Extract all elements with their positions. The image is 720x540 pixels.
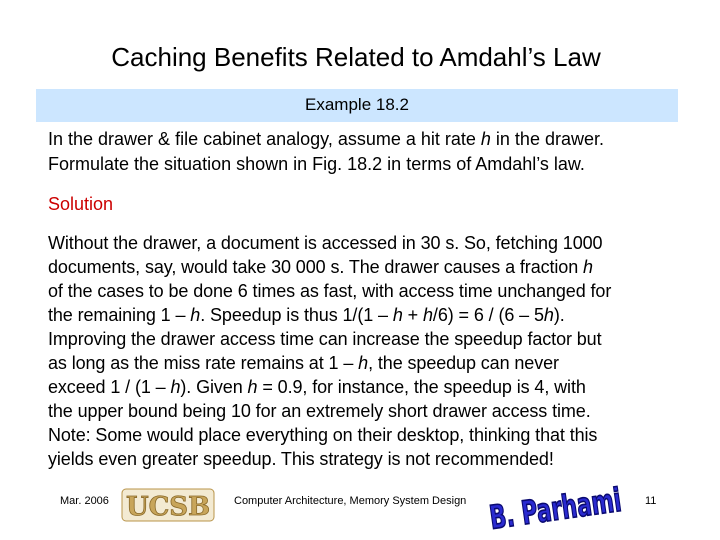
page-number: 11 bbox=[645, 495, 657, 507]
solution-line: Without the drawer, a document is accessed in 30 s. So, fetching 1000 bbox=[48, 233, 603, 253]
solution-line: Improving the drawer access time can increase the speedup factor but bbox=[48, 329, 602, 349]
example-label: Example 18.2 bbox=[305, 95, 409, 114]
solution-line: Note: Some would place everything on their desktop, thinking that this bbox=[48, 425, 598, 445]
ucsb-logo bbox=[120, 486, 216, 524]
author-logo bbox=[487, 481, 624, 538]
solution-line: documents, say, would take 30 000 s. The drawer causes a fraction h bbox=[48, 257, 593, 277]
svg-text:UCSB: UCSB bbox=[125, 492, 211, 522]
footer-course-title: Computer Architecture, Memory System Design bbox=[234, 495, 467, 507]
solution-text bbox=[48, 231, 698, 471]
footer-date: Mar. 2006 bbox=[60, 495, 109, 507]
solution-line: the upper bound being 10 for an extremely short drawer access time. bbox=[48, 401, 591, 421]
solution-line: the remaining 1 – h. Speedup is thus 1/(1 – h + h/6) = 6 / (6 – 5h). bbox=[48, 305, 565, 325]
problem-line: Formulate the situation shown in Fig. 18.2 in terms of Amdahl’s law. bbox=[48, 154, 585, 174]
solution-heading: Solution bbox=[48, 194, 114, 214]
example-banner bbox=[36, 89, 678, 122]
problem-statement bbox=[48, 127, 698, 177]
solution-line: as long as the miss rate remains at 1 – h, the speedup can never bbox=[48, 353, 559, 373]
problem-line: In the drawer & file cabinet analogy, assume a hit rate h in the drawer. bbox=[48, 129, 604, 149]
solution-line: exceed 1 / (1 – h). Given h = 0.9, for instance, the speedup is 4, with bbox=[48, 377, 586, 397]
slide-title: Caching Benefits Related to Amdahl’s Law bbox=[111, 42, 601, 72]
solution-line: of the cases to be done 6 times as fast, with access time unchanged for bbox=[48, 281, 612, 301]
svg-text:B. Parhami: B. Parhami bbox=[487, 481, 624, 538]
solution-line: yields even greater speedup. This strategy is not recommended! bbox=[48, 449, 554, 469]
